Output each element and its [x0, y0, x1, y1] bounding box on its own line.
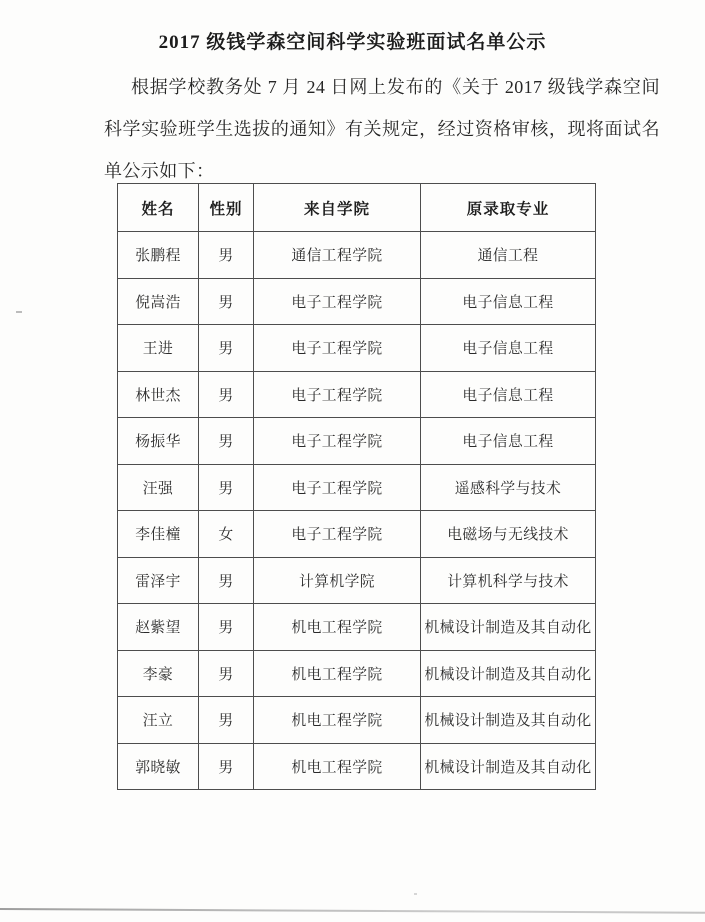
- cell-name: 王进: [118, 325, 199, 372]
- cell-major: 电磁场与无线技术: [421, 511, 596, 558]
- table-row: [118, 464, 596, 511]
- cell-name: 汪立: [118, 697, 199, 744]
- table-row: [118, 743, 596, 790]
- table-row: [118, 371, 596, 418]
- cell-gender: 男: [199, 557, 254, 604]
- scan-speck: [414, 893, 417, 895]
- column-header-name: 姓名: [118, 184, 199, 232]
- cell-college: 通信工程学院: [254, 232, 421, 279]
- page-title: 2017 级钱学森空间科学实验班面试名单公示: [158, 32, 547, 53]
- cell-college: 电子工程学院: [254, 464, 421, 511]
- cell-major: 机械设计制造及其自动化: [421, 743, 596, 790]
- cell-name: 李佳橦: [118, 511, 199, 558]
- cell-name: 杨振华: [118, 418, 199, 465]
- table-row: [118, 650, 596, 697]
- cell-major: 电子信息工程: [421, 278, 596, 325]
- cell-gender: 男: [199, 371, 254, 418]
- table-row: [118, 511, 596, 558]
- cell-name: 林世杰: [118, 371, 199, 418]
- interview-roster-table-wrap: [117, 183, 596, 790]
- scan-speck: [16, 311, 22, 313]
- cell-name: 雷泽宇: [118, 557, 199, 604]
- scan-page-edge: [0, 908, 705, 914]
- cell-gender: 男: [199, 650, 254, 697]
- table-row: [118, 557, 596, 604]
- cell-major: 遥感科学与技术: [421, 464, 596, 511]
- table-body: [118, 232, 596, 790]
- cell-name: 郭晓敏: [118, 743, 199, 790]
- cell-gender: 男: [199, 418, 254, 465]
- column-header-college: 来自学院: [254, 184, 421, 232]
- cell-college: 机电工程学院: [254, 743, 421, 790]
- cell-name: 倪嵩浩: [118, 278, 199, 325]
- cell-college: 机电工程学院: [254, 650, 421, 697]
- intro-line-2: 科学实验班学生选拔的通知》有关规定，经过资格审核，现将面试名: [104, 119, 660, 139]
- cell-college: 计算机学院: [254, 557, 421, 604]
- cell-name: 李豪: [118, 650, 199, 697]
- cell-major: 通信工程: [421, 232, 596, 279]
- table-row: [118, 604, 596, 651]
- cell-gender: 男: [199, 464, 254, 511]
- table-row: [118, 418, 596, 465]
- cell-gender: 男: [199, 604, 254, 651]
- cell-gender: 男: [199, 743, 254, 790]
- cell-gender: 男: [199, 697, 254, 744]
- cell-gender: 女: [199, 511, 254, 558]
- table-row: [118, 278, 596, 325]
- intro-line-3: 单公示如下：: [104, 161, 215, 181]
- cell-gender: 男: [199, 232, 254, 279]
- intro-paragraph: [104, 66, 660, 192]
- table-row: [118, 232, 596, 279]
- table-row: [118, 697, 596, 744]
- cell-major: 电子信息工程: [421, 418, 596, 465]
- table-header-row: [118, 184, 596, 232]
- column-header-gender: 性别: [199, 184, 254, 232]
- interview-roster-table: [117, 183, 596, 790]
- cell-college: 机电工程学院: [254, 604, 421, 651]
- cell-gender: 男: [199, 325, 254, 372]
- cell-college: 电子工程学院: [254, 418, 421, 465]
- cell-major: 机械设计制造及其自动化: [421, 650, 596, 697]
- cell-major: 电子信息工程: [421, 325, 596, 372]
- cell-name: 张鹏程: [118, 232, 199, 279]
- table-header-row-group: [118, 184, 596, 232]
- cell-college: 电子工程学院: [254, 278, 421, 325]
- cell-college: 机电工程学院: [254, 697, 421, 744]
- intro-line-1: 根据学校教务处 7 月 24 日网上发布的《关于 2017 级钱学森空间: [131, 77, 660, 97]
- cell-major: 电子信息工程: [421, 371, 596, 418]
- cell-college: 电子工程学院: [254, 371, 421, 418]
- column-header-major: 原录取专业: [421, 184, 596, 232]
- cell-major: 机械设计制造及其自动化: [421, 604, 596, 651]
- cell-college: 电子工程学院: [254, 511, 421, 558]
- cell-major: 计算机科学与技术: [421, 557, 596, 604]
- cell-major: 机械设计制造及其自动化: [421, 697, 596, 744]
- cell-gender: 男: [199, 278, 254, 325]
- cell-college: 电子工程学院: [254, 325, 421, 372]
- cell-name: 汪强: [118, 464, 199, 511]
- cell-name: 赵紫望: [118, 604, 199, 651]
- table-row: [118, 325, 596, 372]
